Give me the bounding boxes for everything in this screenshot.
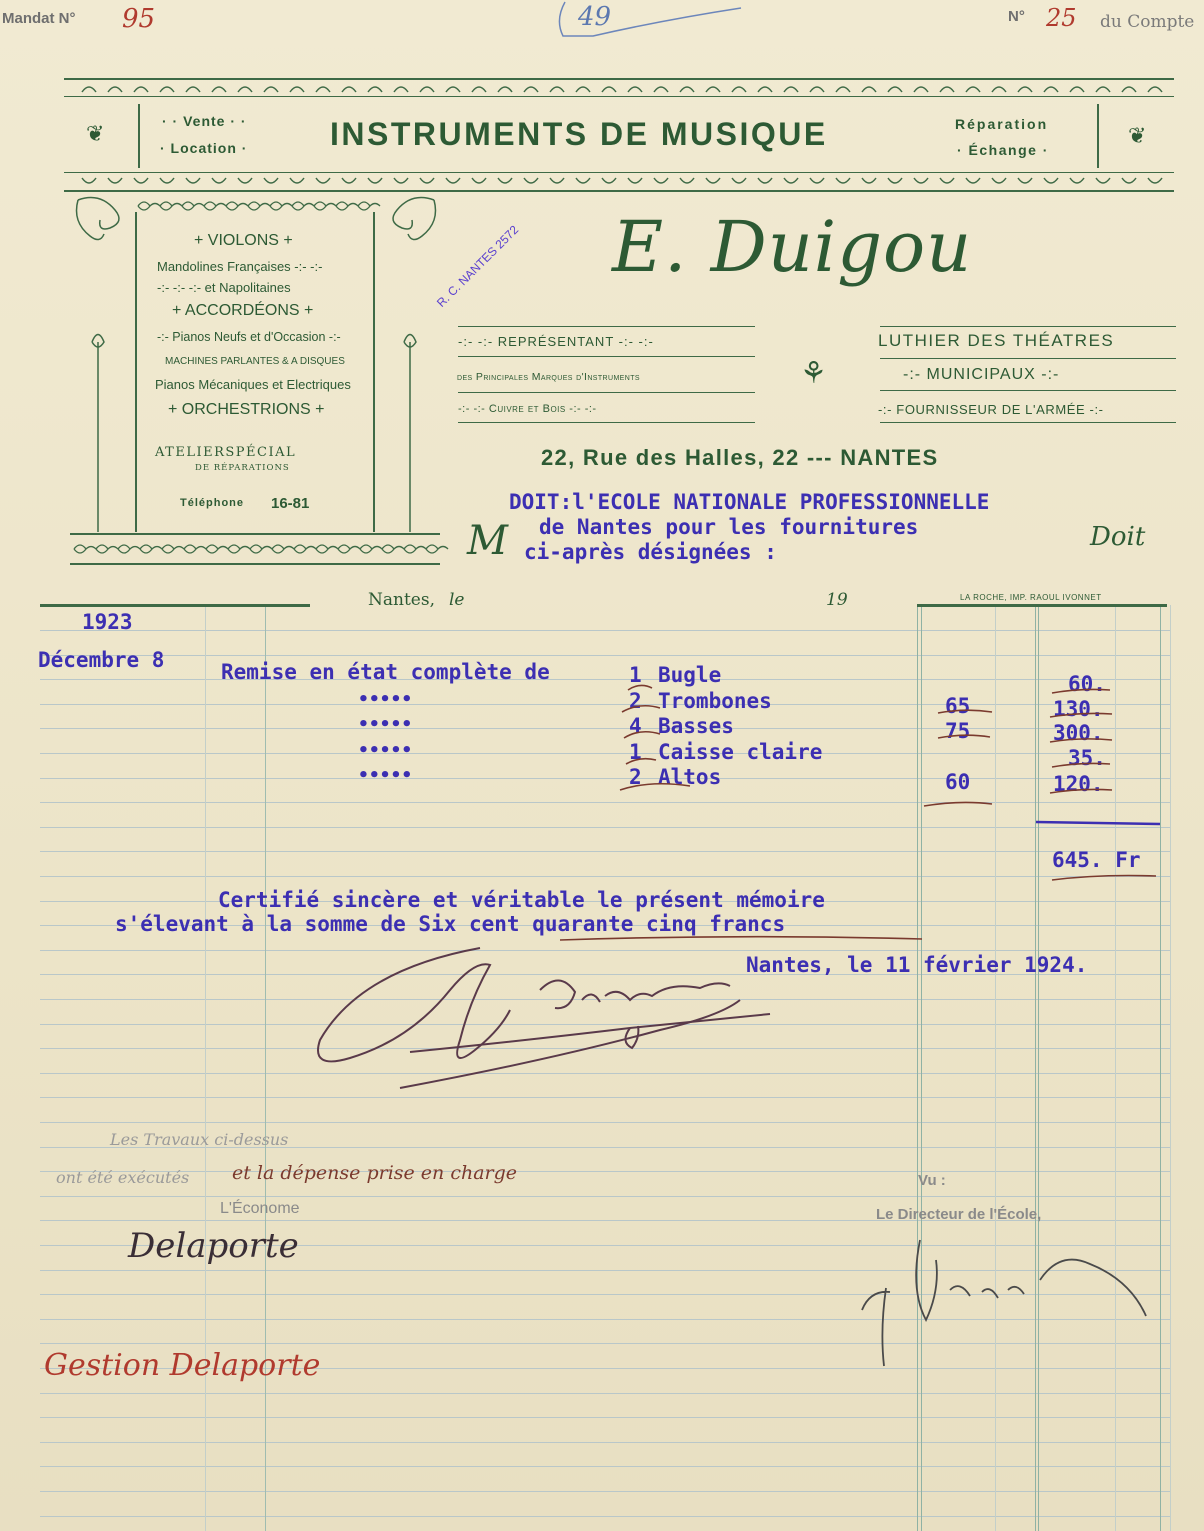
item-name: Caisse claire — [658, 740, 823, 764]
travaux-line2: ont été exécutés — [56, 1168, 190, 1187]
product-pianos-neufs: -:- Pianos Neufs et d'Occasion -:- — [157, 330, 341, 344]
reparation-label: Réparation — [955, 116, 1049, 132]
location-label: · Location · — [160, 140, 248, 156]
item-name: Trombones — [658, 689, 772, 713]
date-century: 19 — [826, 590, 848, 610]
item-qty: 1 — [629, 740, 642, 764]
echange-label: · Échange · — [957, 142, 1049, 158]
representant-label: -:- -:- REPRÉSENTANT -:- -:- — [458, 334, 654, 349]
item-total: 120. — [1053, 772, 1104, 796]
fleuron-left-icon: ❦ — [86, 122, 105, 147]
item-lead-dots: ••••• — [358, 714, 413, 735]
fleuron-right-icon: ❦ — [1128, 124, 1147, 149]
certification-line1: Certifié sincère et véritable le présent mémoire — [218, 888, 825, 912]
item-qty: 4 — [629, 714, 642, 738]
product-violons: + VIOLONS + — [194, 232, 293, 249]
mandat-label: Mandat N° — [2, 10, 76, 27]
principales-marques: des Principales Marques d'Instruments — [457, 371, 640, 383]
item-lead-dots: ••••• — [358, 689, 413, 710]
floral-ornament-icon: ⚘ — [800, 356, 827, 391]
certification-date: Nantes, le 11 février 1924. — [746, 953, 1088, 977]
product-pianos-mecaniques: Pianos Mécaniques et Electriques — [155, 377, 351, 392]
compte-number: 25 — [1046, 4, 1077, 32]
invoice-year: 1923 — [82, 610, 133, 634]
certification-line2: s'élevant à la somme de Six cent quarante cinq francs — [115, 912, 786, 936]
item-qty: 2 — [629, 689, 642, 713]
merchant-name: E. Duigou — [612, 206, 973, 288]
telephone-number: 16-81 — [271, 495, 310, 512]
item-name: Altos — [658, 765, 722, 789]
atelier-special: ATELIERSPÉCIAL — [155, 445, 297, 460]
item-total: 60. — [1068, 672, 1106, 696]
product-napolitaines: -:- -:- -:- et Napolitaines — [157, 280, 291, 295]
date-le: le — [449, 590, 465, 610]
econome-label: L'Économe — [220, 1200, 300, 1217]
item-unit-price: 65 — [945, 694, 971, 718]
item-unit-price: 60 — [945, 770, 971, 794]
directeur-signature — [850, 1220, 1160, 1370]
gestion-signature: Gestion Delaporte — [44, 1348, 321, 1383]
merchant-address: 22, Rue des Halles, 22 --- NANTES — [541, 445, 939, 470]
item-lead-dots: ••••• — [358, 740, 413, 761]
directeur-label: Le Directeur de l'École, — [876, 1206, 1042, 1223]
invoice-intro: Remise en état complète de — [221, 660, 550, 684]
compte-label-left: N° — [1008, 8, 1025, 25]
doit-label: Doit — [1090, 522, 1146, 552]
item-total: 130. — [1053, 697, 1104, 721]
compte-label-right: du Compte — [1100, 12, 1195, 32]
letterhead-title: INSTRUMENTS DE MUSIQUE — [330, 116, 828, 152]
mandat-number: 95 — [122, 4, 156, 34]
grand-total: 645. Fr — [1052, 848, 1141, 872]
product-machines-parlantes: MACHINES PARLANTES & A DISQUES — [165, 356, 345, 367]
fournisseur-label: -:- FOURNISSEUR DE L'ARMÉE -:- — [878, 402, 1104, 417]
blue-pencil-number: 49 — [578, 2, 612, 32]
municipaux-label: -:- MUNICIPAUX -:- — [903, 366, 1060, 383]
telephone-label: Téléphone — [180, 497, 245, 509]
date-place: Nantes, — [368, 590, 435, 610]
item-qty: 1 — [629, 663, 642, 687]
merchant-signature — [300, 930, 780, 1100]
item-name: Basses — [658, 714, 734, 738]
econome-signature: Delaporte — [128, 1226, 299, 1266]
addressee-line1: DOIT:l'ECOLE NATIONALE PROFESSIONNELLE — [509, 490, 990, 514]
printer-credit: LA ROCHE, IMP. RAOUL IVONNET — [960, 593, 1102, 602]
addressee-line3: ci-après désignées : — [524, 540, 777, 564]
vu-label: Vu : — [918, 1172, 946, 1189]
item-qty: 2 — [629, 765, 642, 789]
m-letter: M — [467, 518, 508, 564]
item-total: 35. — [1068, 746, 1106, 770]
de-reparations: DE RÉPARATIONS — [195, 463, 290, 473]
item-total: 300. — [1053, 721, 1104, 745]
travaux-line1: Les Travaux ci-dessus — [110, 1130, 289, 1149]
invoice-month-day: Décembre 8 — [38, 648, 165, 672]
vente-label: · · Vente · · — [162, 113, 247, 129]
handwritten-addition: et la dépense prise en charge — [232, 1162, 518, 1184]
cuivre-et-bois: -:- -:- Cuivre et Bois -:- -:- — [458, 403, 597, 415]
item-name: Bugle — [658, 663, 722, 687]
luthier-label: LUTHIER DES THÉATRES — [878, 331, 1115, 350]
item-unit-price: 75 — [945, 719, 971, 743]
product-orchestrions: + ORCHESTRIONS + — [168, 401, 325, 418]
product-mandolines: Mandolines Françaises -:- -:- — [157, 259, 323, 274]
addressee-line2: de Nantes pour les fournitures — [539, 515, 919, 539]
rc-stamp: R. C. NANTES 2572 — [434, 222, 522, 310]
product-accordeons: + ACCORDÉONS + — [172, 302, 314, 319]
item-lead-dots: ••••• — [358, 765, 413, 786]
